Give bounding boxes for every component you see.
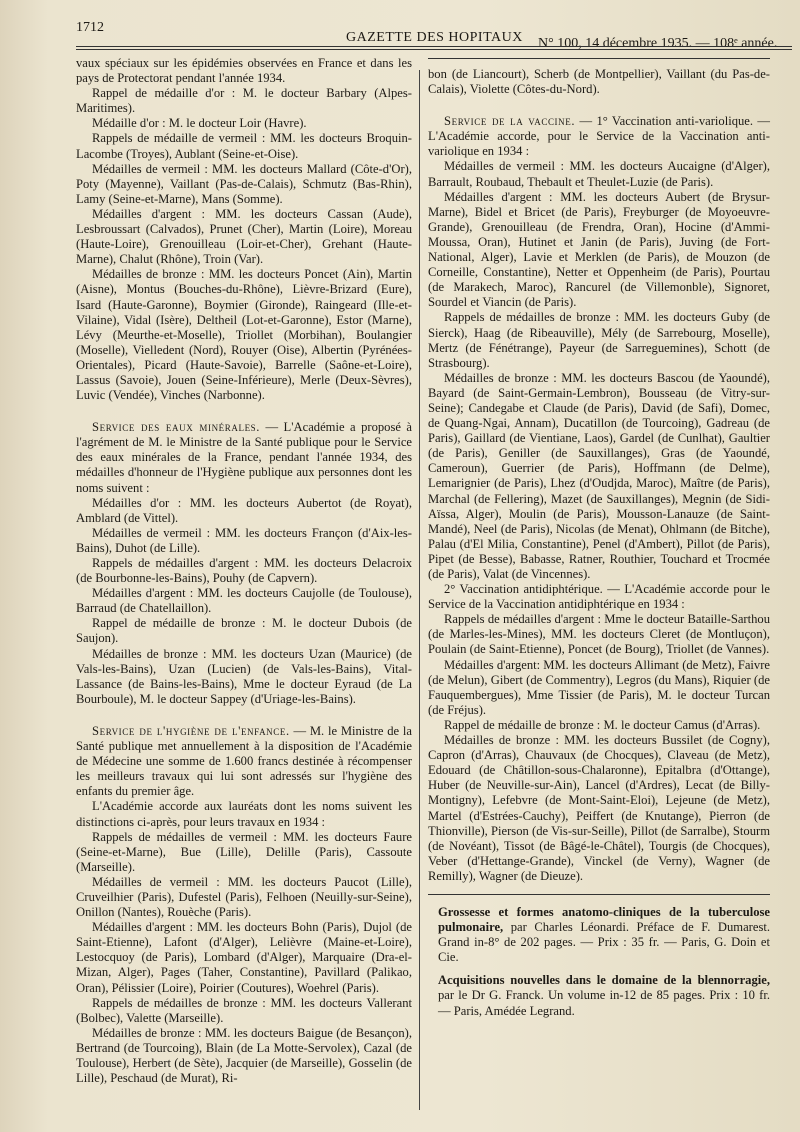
paragraph: Rappels de médailles de bronze : MM. les docteurs Guby (de Sierck), Haag (de Ribeauville), Mély (de Sarrebourg, Moselle), Mertz (de Fénétrange), Payeur (de Sarreguemines), Schott (de Strasbourg).: [428, 310, 770, 370]
paragraph: Médailles de bronze : MM. les docteurs Baigue (de Besançon), Bertrand (de Tourcoing), Blain (de La Motte-Servolex), Cazal (de Toulouse), Herbert (de Sète), Jacquier (de Marseille), Gosselin (de Lille), Peschaud (de Murat), Ri-: [76, 1025, 412, 1086]
paragraph: 2° Vaccination antidiphtérique. — L'Académie accorde pour le Service de la Vaccination antidiphtérique en 1934 :: [428, 582, 770, 612]
header-rule-bottom: [76, 49, 792, 50]
paragraph: Rappels de médailles de bronze : MM. les docteurs Vallerant (Bolbec), Valette (Marseille).: [76, 995, 412, 1025]
book-notice: [428, 905, 770, 965]
right-column: [428, 56, 770, 1019]
paragraph: Rappel de médaille d'or : M. le docteur Barbary (Alpes-Maritimes).: [76, 86, 412, 116]
paragraph: L'Académie accorde aux lauréats dont les noms suivent les distinctions ci-après, pour leurs travaux en 1934 :: [76, 799, 412, 829]
section-text: — 1° Vaccination anti-variolique. — L'Académie accorde, pour le Service de la Vaccination anti-variolique en 1934 :: [428, 114, 770, 159]
issue-info: N° 100, 14 décembre 1935. — 108ᵉ année.: [538, 36, 778, 51]
paragraph: Médailles d'argent : MM. les docteurs Caujolle (de Toulouse), Barraud (de Chatellaillon).: [76, 586, 412, 616]
paragraph: Médailles de bronze : MM. les docteurs Bascou (de Yaoundé), Bayard (de Saint-Germain-Lembron), Bousseau (de Vitry-sur-Seine); Candegabe et Claude (de Paris), David (de Safi), Domec, de Quang-Ngai, Annam), Ducatillon (de Tourcoing), Gadreau (de Paris), Gaillard (de Vientiane, Laos), Gardel (de Cunlhat), Gaultier (de Paris), Geniller (de Sauxillanges), Gras (de Yaoundé, Cameroun), Guerrier (de Paris), Hoffmann (de Delme), Lemarignier (de Paris), Lhez (d'Oudjda, Maroc), Maître (de Paris), Marchal (de Fellering), Mazet (de Sauxillanges), Megnin (de Sidi-Aïssa, Alger), Moulin (de Paris), Mousson-Lanauze (de Saint-Mandé), Neel (de Paris), Nicolas (de Menat), Ohlmann (de Bitche), Palau (d'El Milia, Constantine), Penel (d'Ambert), Pillot (de Paris), Pipet (de Besse), Babasse, Ratner, Routhier, Touchard et Trocmée (de Paris), Valat (de Vincennes).: [428, 370, 770, 581]
paragraph: Rappels de médailles d'argent : Mme le docteur Bataille-Sarthou (de Marles-les-Mines), MM. les docteurs Cleret (de Montluçon), Poulain (de Saint-Etienne), Poncet (de Bourg), Triollet (de Vannes).: [428, 612, 770, 657]
top-rule: [428, 58, 770, 59]
section-paragraph: [76, 420, 412, 495]
column-divider: [419, 70, 420, 1110]
section-rule: [428, 894, 770, 895]
section-paragraph: [428, 114, 770, 159]
paragraph: Médailles de bronze : MM. les docteurs Bussilet (de Cogny), Capron (d'Arras), Chauvaux (de Chocques), Claveau (de Metz), Edouard (de Châtillon-sous-Chalaronne), Epitalbra (d'Ottange), Huber (de Neuville-sur-Ain), Lancel (d'Ardres), Lecat (de Billy-Montigny), Lefebvre (de Mont-Saint-Eloi), Lejeune (de Metz), Martel (d'Estrées-Cauchy), Peiffert (de Knutange), Pierron (de Thionville), Pierson (de Vis-sur-Seille), Pillot (de Sarralbe), Stourm (de Novéant), Tissot (de Bâgé-le-Châtel), Tourgis (de Chocques), Veber (d'Hettange-Grande), Vinckel (de Verny), Wagner (de Remilly), Wagner (de Dieuze).: [428, 733, 770, 883]
book-notice: [428, 973, 770, 1018]
section-text: — L'Académie a proposé à l'agrément de M. le Ministre de la Santé publique pour le Service des eaux minérales de la France, pendant l'année 1934, des médailles d'honneur de l'Hygiène publique aux personnes dont les noms suivent :: [76, 420, 412, 495]
paragraph: Rappels de médailles de vermeil : MM. les docteurs Faure (Seine-et-Marne), Bue (Lille), Delille (Paris), Cassoute (Marseille).: [76, 829, 412, 874]
paragraph: Médailles de bronze : MM. les docteurs Poncet (Ain), Martin (Aisne), Montus (Bouches-du-Rhône), Lièvre-Brizard (Eure), Isard (Haute-Garonne), Boymier (Gironde), Raingeard (Ille-et-Vilaine), Vidal (Isère), Deltheil (Lot-et-Garonne), Estor (Marne), Lévy (Meurthe-et-Moselle), Triollet (Morbihan), Boulangier (Moselle), Vielledent (Nord), Rouyer (Oise), Albertin (Pyrénées-Orientales), Picard (Haute-Savoie), Barrelle (Saône-et-Loire), Lassus (Savoie), Jouen (Seine-Inférieure), Merle (Deux-Sèvres), Luvic (Vendée), Vinches (Narbonne).: [76, 267, 412, 403]
paragraph: Médailles de bronze : MM. les docteurs Uzan (Maurice) (de Vals-les-Bains), Uzan (Lucien) (de Vals-les-Bains), Vital-Lassance (de Bains-les-Bains), Mme le docteur Eyraud (de La Bourboule), M. le docteur Sappey (d'Uriage-les-Bains).: [76, 646, 412, 706]
paragraph: bon (de Liancourt), Scherb (de Montpellier), Vaillant (du Pas-de-Calais), Violette (Côtes-du-Nord).: [428, 67, 770, 97]
paragraph: Rappels de médailles d'argent : MM. les docteurs Delacroix (de Bourbonne-les-Bains), Pouhy (de Capvern).: [76, 556, 412, 586]
section-text: — M. le Ministre de la Santé publique met annuellement à la disposition de l'Académie de Médecine une somme de 1.600 francs destinée à récompenser les meilleurs travaux qui lui sont adressés sur l'hygiène des enfants du premier âge.: [76, 723, 412, 799]
paragraph: Médailles d'argent : MM. les docteurs Cassan (Aude), Lesbroussart (Calvados), Prunet (Cher), Martin (Loire), Moreau (Haute-Loire), Grenouilleau (Loir-et-Cher), Grehant (Haute-Marne), Chalut (Rhône), Troin (Var).: [76, 206, 412, 267]
spacer: [428, 965, 770, 973]
section-heading: Service des eaux minérales.: [92, 420, 261, 435]
book-title: Acquisitions nouvelles dans le domaine de la blennorragie,: [438, 973, 770, 988]
book-details: par Charles Léonardi. Préface de F. Dumarest. Grand in-8° de 202 pages. — Prix : 35 fr. — Paris, G. Doin et Cie.: [438, 920, 770, 965]
page-header: [76, 18, 792, 51]
section-paragraph: [76, 724, 412, 799]
spacer: [76, 403, 412, 411]
book-title: Grossesse et formes anatomo-cliniques de la tuberculose pulmonaire,: [438, 904, 770, 935]
spacer: [76, 707, 412, 715]
page-number: 1712: [76, 20, 104, 35]
section-heading: Service de la vaccine.: [444, 114, 576, 129]
paragraph: Médailles d'argent : MM. les docteurs Aubert (de Brysur-Marne), Bidel et Bricet (de Paris), Freyburger (de Moyoeuvre-Grande), Grenouilleau (de Frendra, Oran), Hocine (d'Ammi-Moussa, Oran), Hutinet et Janin (de Paris), Juving (de Fort-National, Alger), Lavie et Merklen (de Paris), de Mouzon (de Corneille, Constantine), Netter et Oppenheim (de Paris), Pourtau (de Marakech, Maroc), Rancurel (de Villemonble), Signoret, Sourdel et Viancin (de Paris).: [428, 189, 770, 310]
paragraph: Rappels de médaille de vermeil : MM. les docteurs Broquin-Lacombe (Troyes), Aublant (Seine-et-Oise).: [76, 131, 412, 161]
paragraph: Médailles de vermeil : MM. les docteurs Paucot (Lille), Cruveilhier (Paris), Dufestel (Paris), Felhoen (Neuilly-sur-Seine), Onillon (Nantes), Rouèche (Paris).: [76, 874, 412, 920]
left-column: [76, 56, 412, 1086]
paragraph: Médailles d'argent : MM. les docteurs Bohn (Paris), Dujol (de Saint-Etienne), Lafont (d'Alger), Lelièvre (Maine-et-Loire), Lestocquoy (de Paris), Lombard (d'Alger), Marquaire (Dra-el-Mizan, Alger), Pages (Taher, Constantine), Pavillard (Palikao, Oran), Pélissier (Loire), Poirier (Coutures), Woehrel (Paris).: [76, 920, 412, 995]
paragraph: Médaille d'or : M. le docteur Loir (Havre).: [92, 116, 307, 131]
section-heading: Service de l'hygiène de l'enfance.: [92, 723, 290, 738]
book-details: par le Dr G. Franck. Un volume in-12 de 85 pages. Prix : 10 fr. — Paris, Amédée Legrand.: [438, 988, 770, 1018]
header-rule-top: [76, 46, 792, 47]
paragraph: Médailles de vermeil : MM. les docteurs Françon (d'Aix-les-Bains), Duhot (de Lille).: [76, 525, 412, 555]
paragraph: Rappel de médaille de bronze : M. le docteur Camus (d'Arras).: [444, 717, 761, 732]
paragraph: Médailles d'or : MM. les docteurs Aubertot (de Royat), Amblard (de Vittel).: [76, 495, 412, 525]
spacer: [428, 97, 770, 105]
paragraph: vaux spéciaux sur les épidémies observées en France et dans les pays de Protectorat pendant l'année 1934.: [76, 56, 412, 86]
paragraph: Médailles de vermeil : MM. les docteurs Aucaigne (d'Alger), Barrault, Roubaud, Thebault et Theulet-Luzie (de Paris).: [428, 159, 770, 189]
journal-title: GAZETTE DES HOPITAUX: [346, 30, 523, 45]
paragraph: Rappel de médaille de bronze : M. le docteur Dubois (de Saujon).: [76, 616, 412, 646]
paragraph: Médailles de vermeil : MM. les docteurs Mallard (Côte-d'Or), Poty (Mayenne), Vaillant (Pas-de-Calais), Schmutz (Bas-Rhin), Lamy (Seine-et-Marne), Mans (Somme).: [76, 161, 412, 206]
paragraph: Médailles d'argent: MM. les docteurs Allimant (de Metz), Faivre (de Melun), Gibert (de Commentry), Legros (du Mans), Riquier (de Fauquembergues), Mme Tissier (de Paris), M. le docteur Turcan (de Fréjus).: [428, 657, 770, 717]
